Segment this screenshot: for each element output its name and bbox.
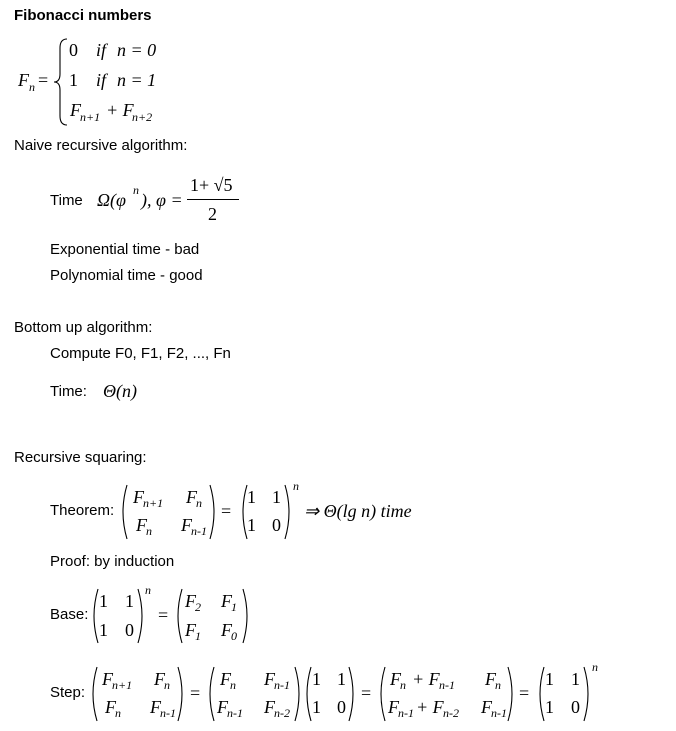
step-m1-right-paren [177, 666, 187, 722]
theorem-lhs-right-paren [209, 484, 219, 540]
base-label: Base: [50, 606, 89, 623]
step-m5-left-paren [535, 666, 545, 722]
def-lhs-sub: n [29, 80, 35, 94]
base-lhs-11: 1 [99, 591, 108, 611]
step-m1-12-sub: n [164, 678, 170, 692]
step-m1-21-sub: n [115, 706, 121, 720]
step-m4-11-plus-f2: + F [412, 669, 440, 689]
base-power: n [145, 583, 151, 597]
step-m4-21-f1: F [388, 697, 399, 717]
step-m3-12: 1 [337, 669, 346, 689]
step-power: n [592, 660, 598, 674]
def-case2-value: 1 [69, 70, 78, 90]
step-m1-11: F [102, 669, 113, 689]
theorem-cell-22: F [181, 515, 192, 535]
polynomial-time-text: Polynomial time - good [50, 267, 203, 284]
base-rhs-11-sub: 2 [195, 600, 201, 614]
def-equals: = [38, 70, 49, 90]
theorem-rhs-22: 0 [272, 515, 281, 535]
base-rhs-22: F [221, 620, 232, 640]
fraction-bar [187, 199, 239, 200]
theorem-cell-22-sub: n-1 [191, 524, 207, 538]
def-lhs-f: F [18, 70, 29, 90]
step-m4-21-sub1: n-1 [398, 706, 414, 720]
step-equals-2: = [361, 683, 372, 703]
bottom-up-heading: Bottom up algorithm: [14, 319, 153, 336]
base-rhs-left-paren [173, 588, 183, 644]
step-m4-left-paren [376, 666, 386, 722]
base-rhs-21-sub: 1 [195, 629, 201, 643]
step-m5-right-paren [583, 666, 593, 722]
step-equals-1: = [190, 683, 201, 703]
def-case2-condition: n = 1 [117, 70, 157, 90]
def-case2-if: if [96, 70, 107, 90]
page-title: Fibonacci numbers [14, 7, 152, 24]
exponential-time-text: Exponential time - bad [50, 241, 200, 258]
step-m4-21-sub2: n-2 [443, 706, 459, 720]
theorem-rhs-21: 1 [247, 515, 256, 535]
step-m2-22: F [264, 697, 275, 717]
step-label: Step: [50, 684, 86, 701]
step-m3-left-paren [302, 666, 312, 722]
step-m4-21-plus-f2: + F [416, 697, 444, 717]
base-lhs-21: 1 [99, 620, 108, 640]
step-m1-11-sub: n+1 [112, 678, 133, 692]
step-m2-11-sub: n [230, 678, 236, 692]
step-m2-21: F [217, 697, 228, 717]
base-rhs-12-sub: 1 [231, 600, 237, 614]
step-m4-11-sub2: n-1 [439, 678, 455, 692]
theorem-cell-12: F [186, 487, 197, 507]
step-m5-11: 1 [545, 669, 554, 689]
naive-time-label: Time [50, 192, 83, 209]
step-m4-12: F [485, 669, 496, 689]
base-rhs-12: F [221, 591, 232, 611]
base-rhs-right-paren [242, 588, 252, 644]
def-case1-value: 0 [69, 40, 78, 60]
base-lhs-12: 1 [125, 591, 134, 611]
step-m2-22-sub: n-2 [274, 706, 290, 720]
naive-time-expr2: ), φ = [141, 190, 183, 210]
step-m4-12-sub: n [495, 678, 501, 692]
proof-text: Proof: by induction [50, 553, 175, 570]
def-case3-f1: F [70, 100, 81, 120]
step-m4-11-sub1: n [400, 678, 406, 692]
naive-time-expr: Ω(φ [97, 190, 126, 210]
step-m3-11: 1 [312, 669, 321, 689]
step-equals-3: = [519, 683, 530, 703]
step-m4-right-paren [507, 666, 517, 722]
base-rhs-11: F [185, 591, 196, 611]
step-m4-22-sub: n-1 [491, 706, 507, 720]
naive-time-sup: n [133, 183, 139, 197]
bottom-up-time-label: Time: [50, 383, 87, 400]
step-m1-12: F [154, 669, 165, 689]
step-m1-21: F [105, 697, 116, 717]
step-m2-11: F [220, 669, 231, 689]
def-case3-sub2: n+2 [132, 110, 153, 124]
step-m1-22: F [150, 697, 161, 717]
theorem-cell-11: F [133, 487, 144, 507]
bottom-up-time-expr: Θ(n) [103, 381, 137, 401]
theorem-cell-21-sub: n [146, 524, 152, 538]
phi-denominator: 2 [208, 204, 217, 224]
step-m5-21: 1 [545, 697, 554, 717]
step-m3-21: 1 [312, 697, 321, 717]
step-m5-12: 1 [571, 669, 580, 689]
step-m2-21-sub: n-1 [227, 706, 243, 720]
theorem-rhs-12: 1 [272, 487, 281, 507]
step-m1-22-sub: n-1 [160, 706, 176, 720]
theorem-cell-11-sub: n+1 [143, 496, 164, 510]
recursive-squaring-heading: Recursive squaring: [14, 449, 147, 466]
base-lhs-left-paren [89, 588, 99, 644]
theorem-power: n [293, 479, 299, 493]
theorem-result: ⇒ Θ(lg n) time [304, 501, 412, 521]
step-m1-left-paren [88, 666, 98, 722]
def-case3-plus-f2: + F [106, 100, 134, 120]
step-m2-left-paren [205, 666, 215, 722]
naive-heading: Naive recursive algorithm: [14, 137, 188, 154]
base-equals: = [158, 605, 169, 625]
base-lhs-22: 0 [125, 620, 134, 640]
def-case1-if: if [96, 40, 107, 60]
theorem-rhs-11: 1 [247, 487, 256, 507]
step-m2-12-sub: n-1 [274, 678, 290, 692]
theorem-equals: = [221, 501, 232, 521]
def-case3-sub1: n+1 [80, 110, 101, 124]
phi-numerator: 1+ √5 [190, 175, 233, 195]
theorem-label: Theorem: [50, 502, 115, 519]
step-m5-22: 0 [571, 697, 580, 717]
step-m4-11-f1: F [390, 669, 401, 689]
def-curly-brace [54, 38, 68, 126]
theorem-lhs-left-paren [118, 484, 128, 540]
theorem-cell-21: F [136, 515, 147, 535]
step-m3-right-paren [348, 666, 358, 722]
step-m2-12: F [264, 669, 275, 689]
bottom-up-compute: Compute F0, F1, F2, ..., Fn [50, 345, 231, 362]
step-m3-22: 0 [337, 697, 346, 717]
base-rhs-22-sub: 0 [231, 629, 237, 643]
def-case1-condition: n = 0 [117, 40, 157, 60]
theorem-cell-12-sub: n [196, 496, 202, 510]
step-m4-22: F [481, 697, 492, 717]
base-rhs-21: F [185, 620, 196, 640]
